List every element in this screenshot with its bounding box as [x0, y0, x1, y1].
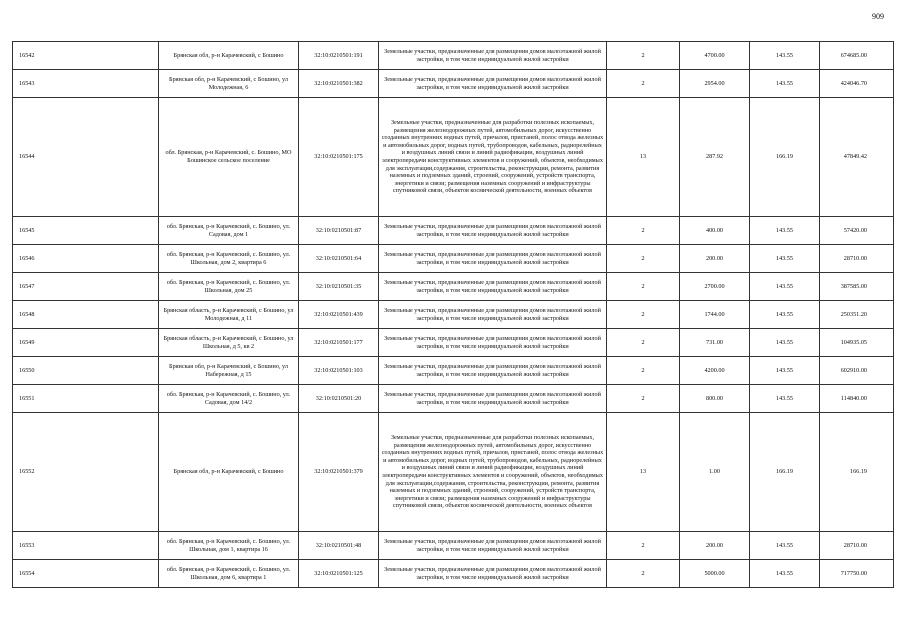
unit-value-cell: 143.55: [750, 245, 820, 273]
land-use-cell: Земельные участки, предназначенные для размещения домов малоэтажной жилой застройки, в том числе индивидуальной жилой застройки: [379, 217, 607, 245]
row-number: 16551: [13, 385, 159, 413]
cadastral-number-cell: 32:10:0210501:48: [299, 532, 379, 560]
area-cell: 4700.00: [680, 42, 750, 70]
address-cell: обл. Брянская, р-н Карачевский, с. Бошино, ул. Школьная, дом 6, квартира 1: [159, 560, 299, 588]
land-use-cell: Земельные участки, предназначенные для размещения домов малоэтажной жилой застройки, в том числе индивидуальной жилой застройки: [379, 560, 607, 588]
group-cell: 2: [607, 532, 680, 560]
cadastral-number-cell: 32:10:0210501:439: [299, 301, 379, 329]
unit-value-cell: 143.55: [750, 301, 820, 329]
land-use-cell: Земельные участки, предназначенные для размещения домов малоэтажной жилой застройки, в том числе индивидуальной жилой застройки: [379, 245, 607, 273]
land-use-cell: Земельные участки, предназначенные для размещения домов малоэтажной жилой застройки, в том числе индивидуальной жилой застройки: [379, 273, 607, 301]
land-use-cell: Земельные участки, предназначенные для размещения домов малоэтажной жилой застройки, в том числе индивидуальной жилой застройки: [379, 385, 607, 413]
address-cell: обл. Брянская, р-н Карачевский, с. Бошино, ул. Школьная, дом 25: [159, 273, 299, 301]
area-cell: 2954.00: [680, 70, 750, 98]
address-cell: Брянская область, р-н Карачевский, с Бошино, ул Школьная, д 5, кв 2: [159, 329, 299, 357]
row-number: 16550: [13, 357, 159, 385]
land-use-cell: Земельные участки, предназначенные для размещения домов малоэтажной жилой застройки, в том числе индивидуальной жилой застройки: [379, 42, 607, 70]
cadastral-number-cell: 32:10:0210501:175: [299, 98, 379, 217]
land-use-cell: Земельные участки, предназначенные для размещения домов малоэтажной жилой застройки, в том числе индивидуальной жилой застройки: [379, 70, 607, 98]
land-use-cell: Земельные участки, предназначенные для разработки полезных ископаемых, размещения железнодорожных путей, автомобильных дорог, искусственно созданных внутренних водных путей, причалов, пристаней, полос отвода железных и автомобильных дорог, водных путей, трубопроводов, кабельных, радиорелейных и воздушных линий связи и линий радиофикации, воздушных линий электропередачи конструктивных элементов и сооружений, объектов, необходимых для эксплуатации,содержания, строительства, реконструкции, ремонта, развития наземных и подземных зданий, строений, сооружений, устройств транспорта, энергетики и связи; размещения наземных сооружений и инфраструктуры спутниковой связи, объектов космической деятельности, военных объектов: [379, 413, 607, 532]
table-row: [13, 301, 894, 329]
area-cell: 731.00: [680, 329, 750, 357]
land-use-cell: Земельные участки, предназначенные для размещения домов малоэтажной жилой застройки, в том числе индивидуальной жилой застройки: [379, 301, 607, 329]
table-row: [13, 329, 894, 357]
area-cell: 5000.00: [680, 560, 750, 588]
land-use-cell: Земельные участки, предназначенные для размещения домов малоэтажной жилой застройки, в том числе индивидуальной жилой застройки: [379, 329, 607, 357]
group-cell: 13: [607, 413, 680, 532]
address-cell: обл. Брянская, р-н Карачевский, с. Бошино, ул. Школьная, дом 2, квартира 6: [159, 245, 299, 273]
cadastral-number-cell: 32:10:0210501:35: [299, 273, 379, 301]
cadastral-number-cell: 32:10:0210501:64: [299, 245, 379, 273]
table-row: [13, 245, 894, 273]
group-cell: 2: [607, 301, 680, 329]
address-cell: обл. Брянская, р-н Карачевский, с. Бошино, ул. Садовая, дом 1: [159, 217, 299, 245]
unit-value-cell: 143.55: [750, 329, 820, 357]
cadastral-number-cell: 32:10:0210501:20: [299, 385, 379, 413]
unit-value-cell: 143.55: [750, 357, 820, 385]
cadastral-value-cell: 602910.00: [820, 357, 894, 385]
cadastral-value-cell: 57420.00: [820, 217, 894, 245]
area-cell: 4200.00: [680, 357, 750, 385]
cadastral-value-cell: 104935.05: [820, 329, 894, 357]
cadastral-value-cell: 166.19: [820, 413, 894, 532]
unit-value-cell: 143.55: [750, 42, 820, 70]
group-cell: 2: [607, 245, 680, 273]
group-cell: 2: [607, 560, 680, 588]
unit-value-cell: 143.55: [750, 217, 820, 245]
area-cell: 1.00: [680, 413, 750, 532]
cadastral-number-cell: 32:10:0210501:125: [299, 560, 379, 588]
group-cell: 2: [607, 273, 680, 301]
row-number: 16547: [13, 273, 159, 301]
unit-value-cell: 166.19: [750, 98, 820, 217]
group-cell: 2: [607, 217, 680, 245]
cadastral-number-cell: 32:10:0210501:87: [299, 217, 379, 245]
address-cell: Брянская обл, р-н Карачевский, с Бошино: [159, 413, 299, 532]
table-row: [13, 42, 894, 70]
group-cell: 2: [607, 385, 680, 413]
row-number: 16552: [13, 413, 159, 532]
row-number: 16543: [13, 70, 159, 98]
table-body: [13, 42, 894, 588]
row-number: 16554: [13, 560, 159, 588]
group-cell: 2: [607, 329, 680, 357]
unit-value-cell: 143.55: [750, 532, 820, 560]
row-number: 16548: [13, 301, 159, 329]
area-cell: 2700.00: [680, 273, 750, 301]
area-cell: 400.00: [680, 217, 750, 245]
row-number: 16549: [13, 329, 159, 357]
address-cell: Брянская обл, р-н Карачевский, с Бошино, ул Молодежная, 6: [159, 70, 299, 98]
row-number: 16544: [13, 98, 159, 217]
area-cell: 287.92: [680, 98, 750, 217]
row-number: 16542: [13, 42, 159, 70]
cadastral-number-cell: 32:10:0210501:177: [299, 329, 379, 357]
group-cell: 13: [607, 98, 680, 217]
cadastral-value-cell: 250351.20: [820, 301, 894, 329]
address-cell: обл. Брянская, р-н Карачевский, с. Бошино, ул. Школьная, дом 1, квартира 16: [159, 532, 299, 560]
table-row: [13, 413, 894, 532]
table-row: [13, 98, 894, 217]
group-cell: 2: [607, 42, 680, 70]
address-cell: обл. Брянская, р-н Карачевский, с. Бошино, ул. Садовая, дом 14/2: [159, 385, 299, 413]
cadastral-number-cell: 32:10:0210501:379: [299, 413, 379, 532]
cadastral-number-cell: 32:10:0210501:382: [299, 70, 379, 98]
cadastral-value-table: [12, 41, 894, 588]
unit-value-cell: 143.55: [750, 70, 820, 98]
unit-value-cell: 143.55: [750, 560, 820, 588]
group-cell: 2: [607, 70, 680, 98]
unit-value-cell: 143.55: [750, 273, 820, 301]
row-number: 16553: [13, 532, 159, 560]
area-cell: 800.00: [680, 385, 750, 413]
cadastral-value-cell: 424046.70: [820, 70, 894, 98]
area-cell: 200.00: [680, 245, 750, 273]
area-cell: 200.00: [680, 532, 750, 560]
cadastral-value-cell: 717750.00: [820, 560, 894, 588]
unit-value-cell: 143.55: [750, 385, 820, 413]
table-row: [13, 385, 894, 413]
table-row: [13, 560, 894, 588]
table-row: [13, 217, 894, 245]
cadastral-value-cell: 674685.00: [820, 42, 894, 70]
page-number: 909: [872, 12, 884, 21]
cadastral-value-cell: 47849.42: [820, 98, 894, 217]
cadastral-value-cell: 28710.00: [820, 532, 894, 560]
cadastral-value-cell: 114840.00: [820, 385, 894, 413]
address-cell: Брянская область, р-н Карачевский, с Бошино, ул Молодежная, д 11: [159, 301, 299, 329]
address-cell: Брянская обл, р-н Карачевский, с Бошино: [159, 42, 299, 70]
address-cell: Брянская обл, р-н Карачевский, с Бошино, ул Набережная, д 15: [159, 357, 299, 385]
cadastral-number-cell: 32:10:0210501:103: [299, 357, 379, 385]
table-row: [13, 357, 894, 385]
land-use-cell: Земельные участки, предназначенные для размещения домов малоэтажной жилой застройки, в том числе индивидуальной жилой застройки: [379, 532, 607, 560]
table-row: [13, 70, 894, 98]
group-cell: 2: [607, 357, 680, 385]
land-use-cell: Земельные участки, предназначенные для размещения домов малоэтажной жилой застройки, в том числе индивидуальной жилой застройки: [379, 357, 607, 385]
land-use-cell: Земельные участки, предназначенные для разработки полезных ископаемых, размещения железнодорожных путей, автомобильных дорог, искусственно созданных внутренних водных путей, причалов, пристаней, полос отвода железных и автомобильных дорог, водных путей, трубопроводов, кабельных, радиорелейных и воздушных линий связи и линий радиофикации, воздушных линий электропередачи конструктивных элементов и сооружений, объектов, необходимых для эксплуатации,содержания, строительства, реконструкции, ремонта, развития наземных и подземных зданий, строений, сооружений, устройств транспорта, энергетики и связи; размещения наземных сооружений и инфраструктуры спутниковой связи, объектов космической деятельности, военных объектов: [379, 98, 607, 217]
row-number: 16545: [13, 217, 159, 245]
row-number: 16546: [13, 245, 159, 273]
cadastral-number-cell: 32:10:0210501:191: [299, 42, 379, 70]
table-row: [13, 532, 894, 560]
table-row: [13, 273, 894, 301]
address-cell: обл. Брянская, р-н Карачевский, с. Бошино, МО Бошинское сельское поселение: [159, 98, 299, 217]
unit-value-cell: 166.19: [750, 413, 820, 532]
cadastral-value-cell: 28710.00: [820, 245, 894, 273]
cadastral-value-cell: 387585.00: [820, 273, 894, 301]
area-cell: 1744.00: [680, 301, 750, 329]
